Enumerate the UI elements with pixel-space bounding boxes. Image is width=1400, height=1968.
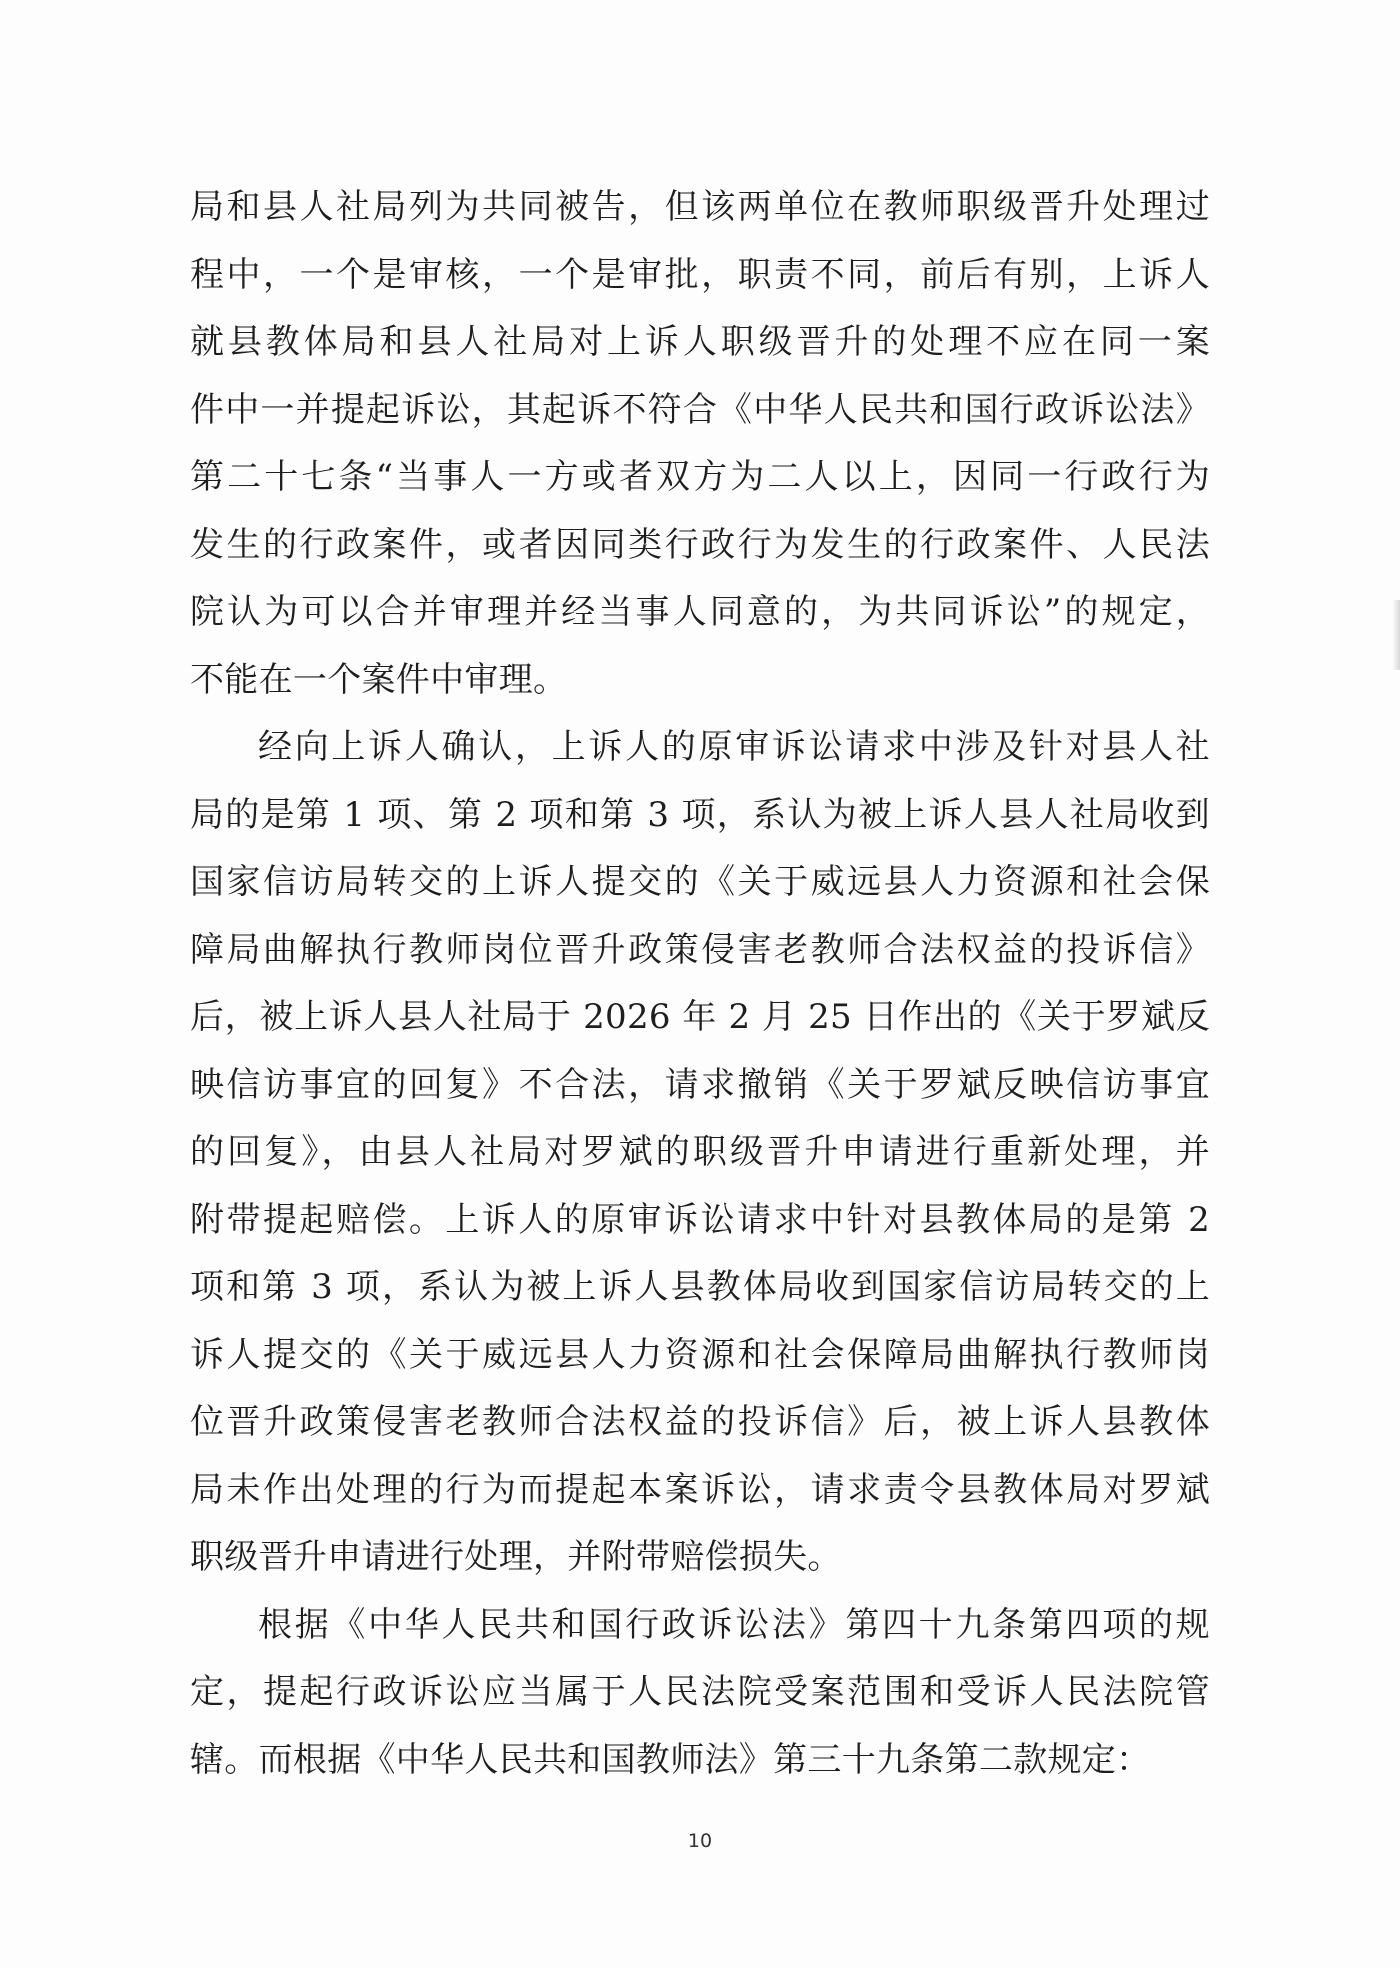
- text-line: 院认为可以合并审理并经当事人同意的，为共同诉讼”的规定，: [190, 592, 1210, 632]
- text-line: 障局曲解执行教师岗位晋升政策侵害老教师合法权益的投诉信》: [190, 929, 1210, 970]
- text-line: 就县教体局和县人社局对上诉人职级晋升的处理不应在同一案: [190, 322, 1210, 362]
- text-line: 的回复》，由县人社局对罗斌的职级晋升申请进行重新处理，并: [190, 1132, 1210, 1172]
- text-line: 定，提起行政诉讼应当属于人民法院受案范围和受诉人民法院管: [190, 1672, 1210, 1712]
- text-line: 后，被上诉人县人社局于 2026 年 2 月 25 日作出的《关于罗斌反: [190, 997, 1210, 1037]
- body-text: [190, 174, 1210, 1794]
- paragraph-3: [190, 1592, 1210, 1795]
- text-line: 第二十七条“当事人一方或者双方为二人以上，因同一行政行为: [190, 457, 1210, 497]
- text-line: 经向上诉人确认，上诉人的原审诉讼请求中涉及针对县人社: [258, 727, 1210, 767]
- text-line: 不能在一个案件中审理。: [190, 659, 568, 700]
- text-line: 辖。而根据《中华人民共和国教师法》第三十九条第二款规定：: [190, 1739, 1151, 1780]
- text-line: 位晋升政策侵害老教师合法权益的投诉信》后，被上诉人县教体: [190, 1402, 1210, 1442]
- text-line: 项和第 3 项，系认为被上诉人县教体局收到国家信访局转交的上: [190, 1267, 1210, 1307]
- paragraph-2: [190, 714, 1210, 1592]
- text-line: 国家信访局转交的上诉人提交的《关于威远县人力资源和社会保: [190, 862, 1210, 902]
- text-line: 件中一并提起诉讼，其起诉不符合《中华人民共和国行政诉讼法》: [190, 389, 1210, 430]
- text-line: 职级晋升申请进行处理，并附带赔偿损失。: [190, 1537, 842, 1577]
- text-line: 映信访事宜的回复》不合法，请求撤销《关于罗斌反映信访事宜: [190, 1064, 1210, 1105]
- text-line: 局未作出处理的行为而提起本案诉讼，请求责令县教体局对罗斌: [190, 1469, 1210, 1510]
- paragraph-1: [190, 174, 1210, 714]
- text-line: 发生的行政案件，或者因同类行政行为发生的行政案件、人民法: [190, 524, 1210, 565]
- text-line: 根据《中华人民共和国行政诉讼法》第四十九条第四项的规: [258, 1604, 1210, 1645]
- page-number: 10: [687, 1830, 713, 1852]
- scan-edge-mark: [1392, 600, 1400, 670]
- text-line: 诉人提交的《关于威远县人力资源和社会保障局曲解执行教师岗: [190, 1334, 1210, 1375]
- text-line: 附带提起赔偿。上诉人的原审诉讼请求中针对县教体局的是第 2: [190, 1199, 1210, 1240]
- text-line: 程中，一个是审核，一个是审批，职责不同，前后有别，上诉人: [190, 254, 1210, 295]
- text-line: 局的是第 1 项、第 2 项和第 3 项，系认为被上诉人县人社局收到: [190, 794, 1210, 835]
- text-line: 局和县人社局列为共同被告，但该两单位在教师职级晋升处理过: [190, 187, 1210, 227]
